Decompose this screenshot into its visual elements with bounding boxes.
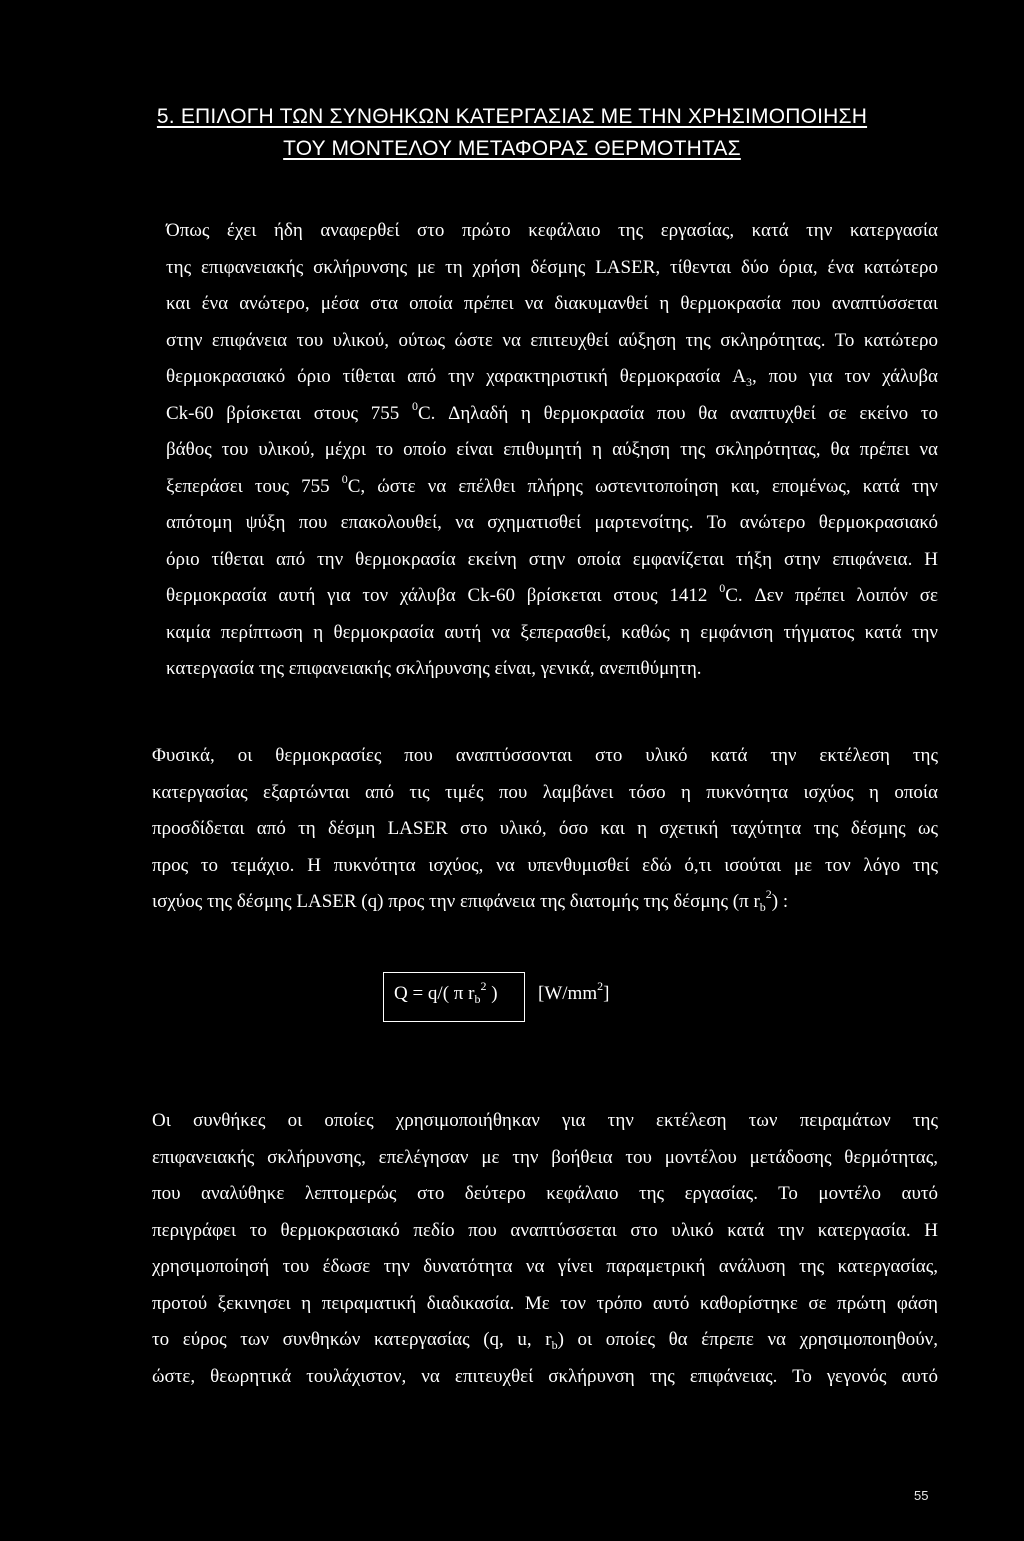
paragraph-line: που αναλύθηκε λεπτομερώς στο δεύτερο κεφάλαιο της εργασίας. Το μοντέλο αυτό [152,1183,938,1204]
subscript: b [551,1338,558,1352]
text-run: C. Δηλαδή η θερμοκρασία που θα αναπτυχθεί σε εκείνο το [417,402,938,424]
paragraph-line: στην επιφάνεια του υλικού, ούτως ώστε να επιτευχθεί αύξηση της σκληρότητας. Το κατώτερο [166,329,938,351]
paragraph-line [90,396,938,433]
superscript: 2 [597,979,604,993]
superscript: 0 [341,471,348,486]
text-run: , που για τον χάλυβα [751,366,938,387]
text-run: Ck-60 βρίσκεται στους 755 [166,402,412,424]
paragraph-2 [90,738,938,921]
paragraph-line: χρησιμοποίησή του έδωσε την δυνατότητα να γίνει παραμετρική ανάλυση της κατεργασίας, [152,1256,938,1277]
formula-lhs: Q = q/( π r [394,983,475,1004]
paragraph-line: περιγράφει το θερμοκρασιακό πεδίο που αναπτύσσεται στο υλικό κατά την κατεργασία. Η [152,1219,938,1241]
superscript: 0 [719,581,726,595]
subscript: b [474,992,481,1006]
text-run: ισχύος της δέσμης LASER (q) προς την επιφάνεια της διατομής της δέσμης (π r [152,891,760,912]
paragraph-line: επιφανειακής σκλήρυνσης, επελέγησαν με την βοήθεια του μοντέλου μετάδοσης θερμότητας, [152,1146,938,1168]
paragraph-line: Όπως έχει ήδη αναφερθεί στο πρώτο κεφάλαιο της εργασίας, κατά την κατεργασία [166,220,938,241]
paragraph-1 [90,213,938,688]
paragraph-line: της επιφανειακής σκλήρυνσης με τη χρήση δέσμης LASER, τίθενται δύο όρια, ένα κατώτερο [166,256,938,278]
paragraph-line: προς το τεμάχιο. Η πυκνότητα ισχύος, να υπενθυμισθεί εδώ ό,τι ισούται με τον λόγο της [152,854,938,876]
text-run: ) οι οποίες θα έπρεπε να χρησιμοποιηθούν, [557,1329,938,1350]
text-run: το εύρος των συνθηκών κατεργασίας (q, u, r [152,1329,552,1350]
paragraph-line: κατεργασία της επιφανειακής σκλήρυνσης είναι, γενικά, ανεπιθύμητη. [166,658,702,679]
text-run: C, ώστε να επέλθει πλήρης ωστενιτοποίηση και, επομένως, κατά την [347,475,938,497]
subscript: 3 [745,375,752,389]
formula-close: ) [486,983,498,1004]
paragraph-line [90,578,938,615]
section-heading-line-2: ΤΟΥ ΜΟΝΤΕΛΟΥ ΜΕΤΑΦΟΡΑΣ ΘΕΡΜΟΤΗΤΑΣ [283,137,741,160]
paragraph-line: προσδίδεται από τη δέσμη LASER στο υλικό, όσο και η σχετική ταχύτητα της δέσμης ως [152,818,938,839]
subscript: b [759,900,766,914]
paragraph-line: Οι συνθήκες οι οποίες χρησιμοποιήθηκαν για την εκτέλεση των πειραμάτων της [152,1110,938,1131]
formula-units [538,979,610,1005]
text-run: θερμοκρασία αυτή για τον χάλυβα Ck-60 βρίσκεται στους 1412 [166,585,720,606]
text-run: C. Δεν πρέπει λοιπόν σε [725,585,938,606]
superscript: 0 [411,398,418,413]
formula-expression [394,979,498,1006]
paragraph-line: όριο τίθεται από την θερμοκρασία εκείνη στην οποία εμφανίζεται τήξη στην επιφάνεια. Η [166,548,938,570]
paragraph-line: απότομη ψύξη που επακολουθεί, να σχηματισθεί μαρτενσίτης. Το ανώτερο θερμοκρασιακό [166,512,938,533]
paragraph-line [90,469,938,506]
paragraph-line: κατεργασίας εξαρτώνται από τις τιμές που λαμβάνει τόσο η πυκνότητα ισχύος η οποία [152,781,938,803]
paragraph-line [90,884,938,921]
paragraph-line: Φυσικά, οι θερμοκρασίες που αναπτύσσονται στο υλικό κατά την εκτέλεση της [152,745,938,766]
section-heading-line-1: 5. ΕΠΙΛΟΓΗ ΤΩΝ ΣΥΝΘΗΚΩΝ ΚΑΤΕΡΓΑΣΙΑΣ ΜΕ ΤΗΝ ΧΡΗΣΙΜΟΠΟΙΗΣΗ [156,105,868,128]
text-run: ) : [771,891,789,912]
text-run: [W/mm [538,983,598,1004]
text-run: ] [603,983,610,1004]
paragraph-line: και ένα ανώτερο, μέσα στα οποία πρέπει να διακυμανθεί η θερμοκρασία που αναπτύσσεται [166,293,938,314]
superscript: 2 [765,887,772,901]
page-number: 55 [914,1488,929,1503]
paragraph-line: βάθος του υλικού, μέχρι το οποίο είναι επιθυμητή η αύξηση της σκληρότητας, θα πρέπει να [166,439,938,460]
text-run: ξεπεράσει τους 755 [166,475,342,497]
paragraph-line: προτού ξεκινησει η πειραματική διαδικασία. Με τον τρόπο αυτό καθορίστηκε σε πρώτη φάση [152,1292,938,1314]
paragraph-3 [90,1103,938,1395]
paragraph-line: καμία περίπτωση η θερμοκρασία αυτή να ξεπερασθεί, καθώς η εμφάνιση τήγματος κατά την [166,621,938,643]
text-run: θερμοκρασιακό όριο τίθεται από την χαρακτηριστική θερμοκρασία A [166,366,746,387]
paragraph-line: ώστε, θεωρητικά τουλάχιστον, να επιτευχθεί σκλήρυνση της επιφάνειας. Το γεγονός αυτό [152,1365,938,1387]
paragraph-line [90,359,938,396]
superscript: 2 [480,979,487,993]
paragraph-line [90,1322,938,1359]
